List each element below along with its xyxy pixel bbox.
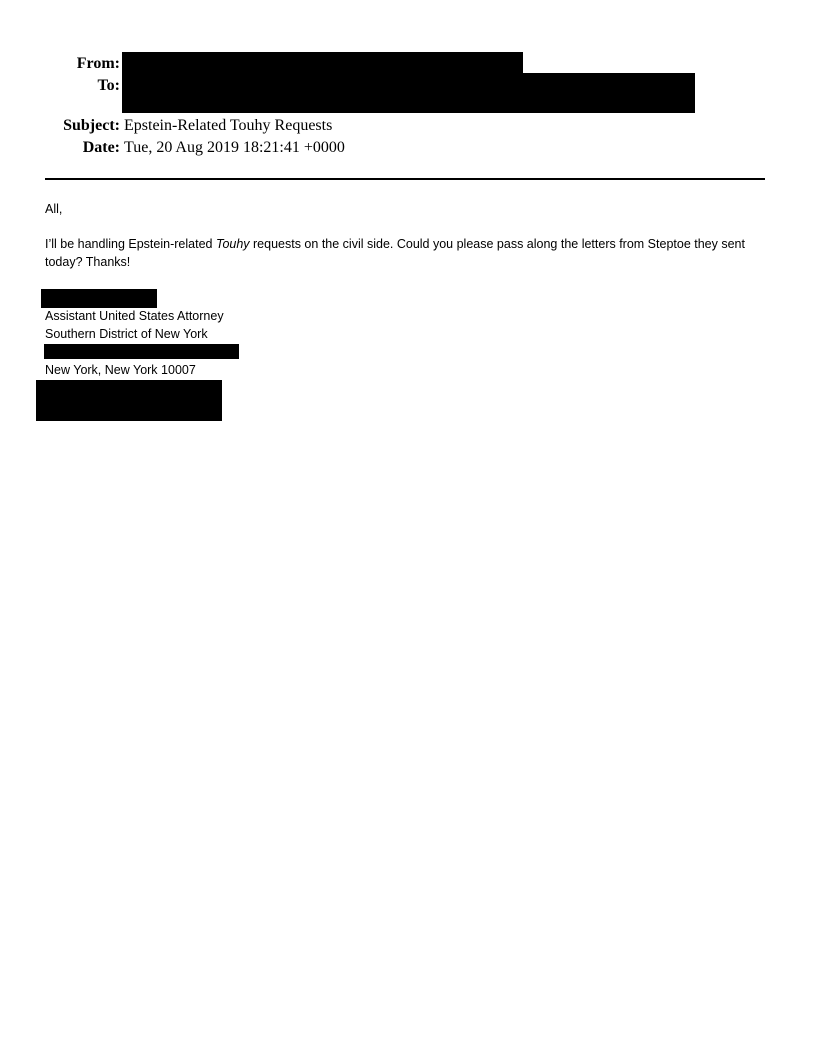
from-label: From:	[76, 55, 120, 72]
greeting: All,	[45, 202, 63, 216]
header-divider	[45, 178, 765, 180]
signature-office: Southern District of New York	[45, 327, 208, 341]
from-redaction	[122, 52, 523, 73]
signature-title: Assistant United States Attorney	[45, 309, 224, 323]
signature-city: New York, New York 10007	[45, 363, 196, 377]
date-label: Date:	[82, 139, 120, 156]
date-value: Tue, 20 Aug 2019 18:21:41 +0000	[124, 139, 345, 156]
to-label: To:	[97, 77, 120, 94]
signature-contact-redaction	[36, 380, 222, 421]
paragraph-text-2: requests on the civil side. Could you please pass along the letters from Steptoe they sent today? Thanks!	[45, 237, 745, 269]
signature-address-redaction	[44, 344, 239, 359]
signature-name-redaction	[41, 289, 157, 308]
paragraph-text-1: I’ll be handling Epstein-related	[45, 237, 216, 251]
to-redaction	[122, 73, 695, 113]
subject-label: Subject:	[63, 117, 120, 134]
paragraph-italic-touhy: Touhy	[215, 237, 250, 251]
subject-value: Epstein-Related Touhy Requests	[124, 117, 333, 134]
message-paragraph	[45, 235, 773, 271]
